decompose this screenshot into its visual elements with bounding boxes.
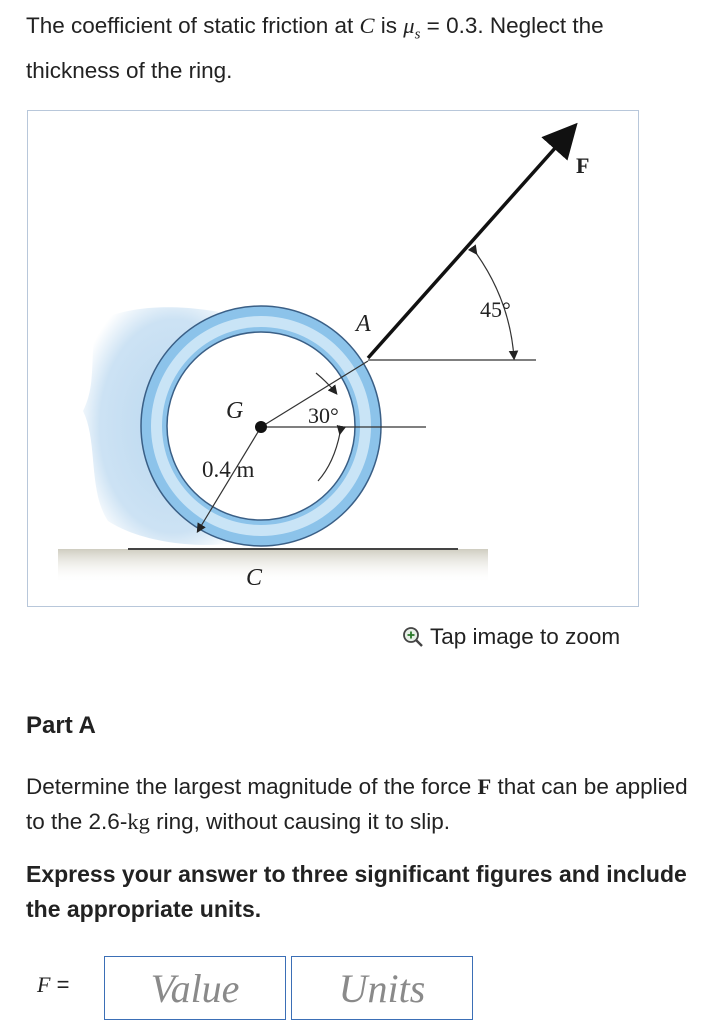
zoom-label: Tap image to zoom [430,624,621,649]
force-line [368,128,573,358]
ring-diagram [28,111,640,608]
point-c-symbol: C [359,13,375,38]
radius-label: 0.4 m [202,457,255,482]
problem-text-3: = 0.3. Neglect the thickness of the ring. [26,13,604,83]
point-g-label: G [226,398,244,424]
mu-symbol: μ [403,13,415,38]
question-text-2: that can be applied to the 2.6- [26,774,688,834]
zoom-in-icon [402,626,424,648]
force-symbol: F [477,774,492,799]
tap-to-zoom[interactable] [402,624,620,650]
question-text-1: Determine the largest magnitude of the force [26,774,478,799]
part-heading: Part A [26,712,96,739]
units-field[interactable] [291,956,473,1020]
problem-text-1: The coefficient of static friction at [26,13,360,38]
ring-figure[interactable] [27,110,639,607]
answer-equals: = [50,972,70,997]
answer-label [37,972,69,998]
answer-variable: F [37,972,51,997]
center-point-g [255,421,267,433]
question-text-3: ring, without causing it to slip. [149,809,450,834]
point-c-label: C [246,565,263,591]
units-input[interactable] [292,956,472,1020]
point-a-label: A [356,311,371,337]
problem-statement [26,8,686,88]
force-label: F [576,153,590,178]
angle-45-label: 45° [480,297,511,322]
problem-text-2: is [374,13,404,38]
mu-subscript: s [414,26,421,43]
angle-30-label: 30° [308,403,339,428]
value-field[interactable] [104,956,286,1020]
mass-unit: kg [127,809,150,834]
value-input[interactable] [105,956,285,1020]
question-text [26,769,696,839]
ground-shading [58,549,488,583]
answer-instruction: Express your answer to three significant figures and include the appropriate units. [26,861,687,922]
